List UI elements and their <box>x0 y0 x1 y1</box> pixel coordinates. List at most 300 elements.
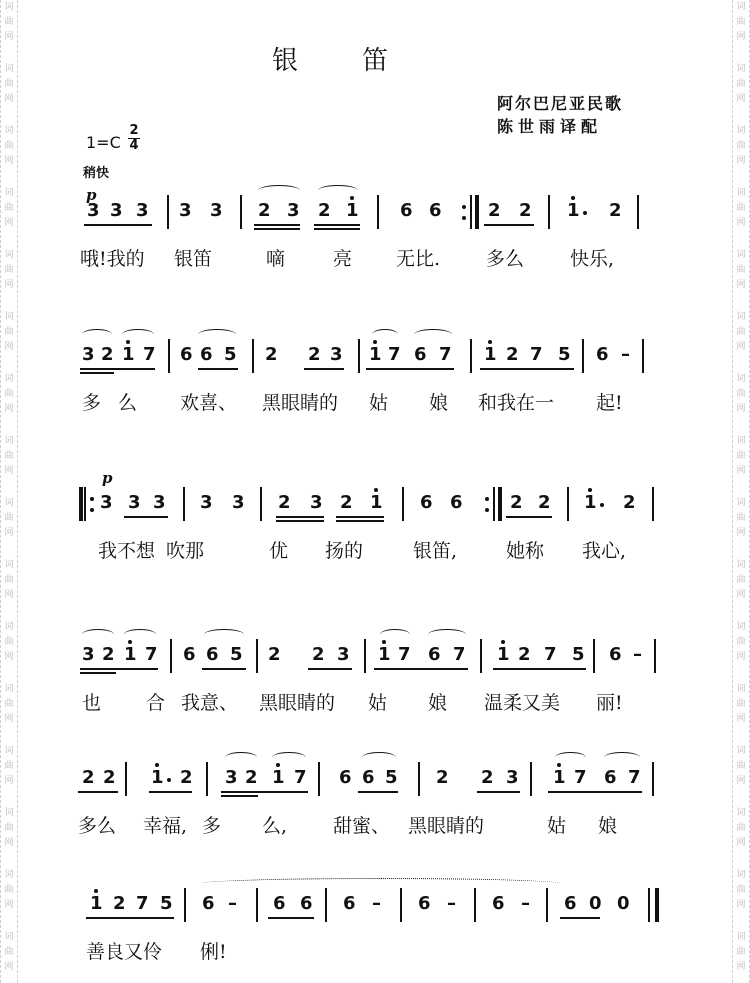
barline <box>184 888 186 922</box>
dash: – <box>621 344 630 365</box>
barline <box>79 487 83 521</box>
lyric-syllable: 黑眼睛的 <box>408 815 485 837</box>
dash: – <box>447 893 456 914</box>
note-digit: 3 <box>210 200 223 221</box>
note-digit: 5 <box>224 344 237 365</box>
watermark-char: 网 <box>4 94 14 104</box>
watermark-char: 曲 <box>4 265 14 275</box>
slur <box>122 329 154 340</box>
note <box>596 345 608 365</box>
watermark-char: 曲 <box>736 699 746 709</box>
note-digit: 6 <box>343 893 356 914</box>
watermark-char: 网 <box>736 156 746 166</box>
note <box>179 201 191 221</box>
beam-line <box>198 368 238 370</box>
note <box>418 894 430 914</box>
barline <box>470 195 472 229</box>
lyric-syllable: 欢喜、 <box>180 392 238 414</box>
beam-line <box>268 917 314 919</box>
note <box>604 768 616 788</box>
note-digit: 6 <box>339 767 352 788</box>
note <box>210 201 222 221</box>
lyric-syllable: 优 <box>269 540 289 562</box>
note <box>429 201 441 221</box>
note-digit: 7 <box>398 644 411 665</box>
watermark-char: 词 <box>736 126 746 136</box>
watermark-char: 词 <box>4 250 14 260</box>
watermark-char: 词 <box>4 560 14 570</box>
note <box>544 645 556 665</box>
beam-line <box>506 516 552 518</box>
barline <box>84 487 86 521</box>
note <box>287 201 299 221</box>
watermark-char: 网 <box>4 280 14 290</box>
watermark-char: 词 <box>736 2 746 12</box>
beam-line <box>80 368 155 370</box>
note-digit: 6 <box>420 492 433 513</box>
slur <box>318 185 358 196</box>
note-digit: 7 <box>294 767 307 788</box>
note <box>103 768 115 788</box>
watermark-char: 曲 <box>736 761 746 771</box>
translator-credit: 陈世雨译配 <box>497 117 603 136</box>
note <box>436 768 448 788</box>
barline <box>400 888 402 922</box>
watermark-char: 网 <box>736 776 746 786</box>
key-signature: 1=C <box>86 133 121 152</box>
lyric-syllable: 和我在一 <box>478 392 555 414</box>
note-digit: 6 <box>202 893 215 914</box>
octave-dot <box>488 340 492 344</box>
watermark-char: 曲 <box>4 885 14 895</box>
note <box>110 201 122 221</box>
beam-line <box>304 368 344 370</box>
note-digit: 1 <box>370 492 383 513</box>
note-digit: 2 <box>488 200 501 221</box>
note-digit: 7 <box>530 344 543 365</box>
beam-line <box>202 668 246 670</box>
beam-line <box>86 917 174 919</box>
note-digit: 3 <box>128 492 141 513</box>
slur <box>124 629 156 640</box>
slur <box>198 329 236 340</box>
note <box>369 345 381 365</box>
barline <box>648 888 650 922</box>
note <box>136 201 148 221</box>
lyric-syllable: 我心, <box>582 540 627 562</box>
note <box>558 345 570 365</box>
watermark-char: 曲 <box>4 203 14 213</box>
barline <box>358 339 360 373</box>
note-digit: 0 <box>589 893 602 914</box>
watermark-char: 曲 <box>736 823 746 833</box>
barline <box>582 339 584 373</box>
note <box>200 493 212 513</box>
watermark-char: 网 <box>736 94 746 104</box>
barline <box>652 762 654 796</box>
lyric-syllable: 银笛, <box>413 540 458 562</box>
octave-dot <box>501 640 505 644</box>
watermark-char: 词 <box>4 126 14 136</box>
slur <box>272 752 306 763</box>
lyric-syllable: 黑眼睛的 <box>262 392 339 414</box>
dash: – <box>228 893 237 914</box>
barline <box>642 339 644 373</box>
watermark-char: 曲 <box>4 823 14 833</box>
watermark-char: 词 <box>736 932 746 942</box>
note-digit: 7 <box>143 344 156 365</box>
lyric-syllable: 嘀 <box>266 248 286 270</box>
note <box>553 768 565 788</box>
note <box>230 645 242 665</box>
note-digit: 6 <box>273 893 286 914</box>
watermark-char: 网 <box>736 652 746 662</box>
beam-line <box>477 791 520 793</box>
repeat-dots <box>90 495 95 515</box>
note <box>538 493 550 513</box>
watermark-char: 网 <box>4 466 14 476</box>
note-digit: 7 <box>439 344 452 365</box>
barline <box>168 339 170 373</box>
note <box>385 768 397 788</box>
note <box>113 894 125 914</box>
note <box>362 768 374 788</box>
beam-line <box>78 791 118 793</box>
watermark-char: 词 <box>4 188 14 198</box>
slur <box>225 752 257 763</box>
note <box>567 201 579 221</box>
note <box>151 768 163 788</box>
barline <box>546 888 548 922</box>
beam-line <box>84 224 152 226</box>
octave-dot <box>382 640 386 644</box>
watermark-char: 网 <box>4 342 14 352</box>
watermark-char: 曲 <box>736 141 746 151</box>
beam-line <box>374 668 468 670</box>
lyric-syllable: 她称 <box>506 540 545 562</box>
beam-line <box>221 791 308 793</box>
note-digit: 2 <box>82 767 95 788</box>
beam-line <box>560 917 600 919</box>
note-digit: 7 <box>453 644 466 665</box>
note <box>346 201 358 221</box>
barline <box>498 487 502 521</box>
beam-line <box>276 516 324 518</box>
note <box>518 645 530 665</box>
note-digit: 6 <box>450 492 463 513</box>
lyric-syllable: 么 <box>118 392 138 414</box>
lyric-syllable: 我意、 <box>181 692 239 714</box>
watermark-char: 曲 <box>736 17 746 27</box>
song-title: 银笛 <box>272 46 453 76</box>
watermark-char: 网 <box>736 838 746 848</box>
slur <box>380 629 410 640</box>
note-digit: 2 <box>623 492 636 513</box>
lyric-syllable: 哦!我的 <box>80 248 145 270</box>
barline <box>256 639 258 673</box>
watermark-char: 网 <box>736 962 746 972</box>
note <box>530 345 542 365</box>
note-digit: 3 <box>287 200 300 221</box>
note <box>388 345 400 365</box>
note <box>628 768 640 788</box>
lyric-syllable: 多 <box>202 815 222 837</box>
note-digit: 2 <box>103 767 116 788</box>
note <box>272 768 284 788</box>
note-digit: 1 <box>584 492 597 513</box>
lyric-syllable: 无比. <box>396 248 441 270</box>
watermark-char: 曲 <box>736 327 746 337</box>
note-digit: 3 <box>232 492 245 513</box>
note <box>278 493 290 513</box>
octave-dot <box>588 488 592 492</box>
note-digit: 7 <box>136 893 149 914</box>
note <box>318 201 330 221</box>
note-digit: 6 <box>206 644 219 665</box>
note-digit: 2 <box>113 893 126 914</box>
note <box>232 493 244 513</box>
dash: – <box>521 893 530 914</box>
note-digit: 6 <box>596 344 609 365</box>
octave-dot <box>571 196 575 200</box>
lyric-syllable: 吹那 <box>166 540 205 562</box>
note-digit: 3 <box>87 200 100 221</box>
note-digit: 5 <box>572 644 585 665</box>
watermark-char: 词 <box>4 374 14 384</box>
note-digit: 6 <box>609 644 622 665</box>
watermark-char: 词 <box>736 250 746 260</box>
note <box>136 894 148 914</box>
note-digit: 2 <box>481 767 494 788</box>
watermark-char: 词 <box>736 746 746 756</box>
note <box>343 894 355 914</box>
note <box>100 493 112 513</box>
beam-line <box>221 795 258 797</box>
watermark-char: 网 <box>4 590 14 600</box>
augmentation-dot <box>600 503 604 507</box>
note <box>414 345 426 365</box>
note-digit: 2 <box>436 767 449 788</box>
slur <box>428 629 466 640</box>
watermark-char: 网 <box>4 776 14 786</box>
note-digit: 7 <box>544 644 557 665</box>
lyric-syllable: 姑 <box>547 815 567 837</box>
octave-dot <box>557 763 561 767</box>
note <box>82 768 94 788</box>
note-digit: 2 <box>538 492 551 513</box>
note-digit: 5 <box>558 344 571 365</box>
note-digit: 3 <box>110 200 123 221</box>
watermark-char: 词 <box>736 312 746 322</box>
note <box>153 493 165 513</box>
lyric-syllable: 姑 <box>368 692 388 714</box>
note <box>519 201 531 221</box>
watermark-char: 词 <box>736 560 746 570</box>
note-digit: 3 <box>179 200 192 221</box>
octave-dot <box>350 196 354 200</box>
note-digit: 1 <box>90 893 103 914</box>
beam-line <box>484 224 534 226</box>
lyric-syllable: 幸福, <box>143 815 188 837</box>
barline <box>402 487 404 521</box>
barline <box>256 888 258 922</box>
watermark-char: 曲 <box>4 947 14 957</box>
watermark-char: 词 <box>4 312 14 322</box>
barline <box>252 339 254 373</box>
slur <box>202 878 560 889</box>
note <box>420 493 432 513</box>
barline <box>125 762 127 796</box>
watermark-char: 曲 <box>4 761 14 771</box>
note-digit: 6 <box>362 767 375 788</box>
watermark-char: 曲 <box>4 79 14 89</box>
watermark-char: 词 <box>4 746 14 756</box>
watermark-char: 词 <box>736 188 746 198</box>
note-digit: 2 <box>180 767 193 788</box>
note-digit: 6 <box>400 200 413 221</box>
note-digit: 2 <box>101 344 114 365</box>
watermark-char: 曲 <box>736 885 746 895</box>
note-digit: 6 <box>604 767 617 788</box>
note-digit: 6 <box>428 644 441 665</box>
beam-line <box>80 672 116 674</box>
lyric-syllable: 我不想 <box>98 540 156 562</box>
lyric-syllable: 快乐, <box>570 248 615 270</box>
watermark-char: 曲 <box>736 575 746 585</box>
note-digit: 6 <box>300 893 313 914</box>
barline <box>655 888 659 922</box>
note <box>122 345 134 365</box>
watermark-char: 曲 <box>4 141 14 151</box>
slur <box>362 752 396 763</box>
note <box>609 645 621 665</box>
note-digit: 7 <box>145 644 158 665</box>
beam-line <box>276 520 324 522</box>
watermark-char: 词 <box>4 684 14 694</box>
note <box>450 493 462 513</box>
watermark-char: 词 <box>736 684 746 694</box>
watermark-char: 曲 <box>736 203 746 213</box>
note-digit: 3 <box>82 344 95 365</box>
note <box>337 645 349 665</box>
watermark-char: 词 <box>4 498 14 508</box>
watermark-char: 网 <box>4 900 14 910</box>
watermark-char: 网 <box>4 528 14 538</box>
watermark-char: 曲 <box>4 575 14 585</box>
note-digit: 1 <box>567 200 580 221</box>
note <box>202 894 214 914</box>
note <box>574 768 586 788</box>
lyric-syllable: 姑 <box>369 392 389 414</box>
note-digit: 6 <box>492 893 505 914</box>
note-digit: 7 <box>388 344 401 365</box>
note <box>308 345 320 365</box>
lyric-syllable: 多 <box>82 392 102 414</box>
note <box>609 201 621 221</box>
note-digit: 5 <box>160 893 173 914</box>
note <box>439 345 451 365</box>
note <box>506 345 518 365</box>
note <box>206 645 218 665</box>
repeat-dots <box>462 203 467 223</box>
watermark-char: 词 <box>736 436 746 446</box>
watermark-char: 网 <box>4 838 14 848</box>
lyric-syllable: 善良又伶 <box>86 941 163 963</box>
barline <box>593 639 595 673</box>
note-digit: 1 <box>369 344 382 365</box>
note <box>224 345 236 365</box>
watermark-char: 网 <box>736 466 746 476</box>
note <box>492 894 504 914</box>
note <box>128 493 140 513</box>
watermark-char: 网 <box>4 404 14 414</box>
note <box>589 894 601 914</box>
lyric-syllable: 也 <box>82 692 102 714</box>
note <box>484 345 496 365</box>
note-digit: 2 <box>102 644 115 665</box>
beam-line <box>308 668 352 670</box>
watermark-char: 网 <box>4 714 14 724</box>
note <box>200 345 212 365</box>
barline <box>183 487 185 521</box>
lyric-syllable: 扬的 <box>325 540 364 562</box>
barline <box>480 639 482 673</box>
octave-dot <box>126 340 130 344</box>
note-digit: 0 <box>617 893 630 914</box>
note-digit: 3 <box>82 644 95 665</box>
barline <box>652 487 654 521</box>
note-digit: 5 <box>385 767 398 788</box>
lyric-syllable: 亮 <box>333 248 353 270</box>
barline <box>206 762 208 796</box>
barline <box>170 639 172 673</box>
watermark-char: 曲 <box>4 699 14 709</box>
note <box>183 645 195 665</box>
watermark-char: 词 <box>4 436 14 446</box>
lyric-syllable: 娘 <box>598 815 618 837</box>
tempo-marking: 稍快 <box>83 166 110 181</box>
beam-line <box>548 791 642 793</box>
lyric-syllable: 温柔又美 <box>484 692 561 714</box>
lyric-syllable: 多么 <box>486 248 525 270</box>
barline <box>474 888 476 922</box>
octave-dot <box>128 640 132 644</box>
watermark-char: 词 <box>4 622 14 632</box>
note-digit: 2 <box>312 644 325 665</box>
barline <box>260 487 262 521</box>
watermark-char: 词 <box>736 870 746 880</box>
dynamic-marking: p <box>102 469 113 487</box>
watermark-char: 曲 <box>4 327 14 337</box>
note-digit: 2 <box>308 344 321 365</box>
octave-dot <box>374 488 378 492</box>
watermark-char: 网 <box>736 342 746 352</box>
dynamic-marking: p <box>86 186 97 204</box>
note-digit: 3 <box>330 344 343 365</box>
note <box>245 768 257 788</box>
watermark-char: 曲 <box>736 389 746 399</box>
watermark-char: 网 <box>736 218 746 228</box>
note-digit: 7 <box>628 767 641 788</box>
note-digit: 2 <box>278 492 291 513</box>
note <box>294 768 306 788</box>
note-digit: 3 <box>136 200 149 221</box>
dash: – <box>633 644 642 665</box>
note <box>273 894 285 914</box>
watermark-char: 词 <box>736 808 746 818</box>
note-digit: 6 <box>418 893 431 914</box>
watermark-char: 网 <box>736 590 746 600</box>
